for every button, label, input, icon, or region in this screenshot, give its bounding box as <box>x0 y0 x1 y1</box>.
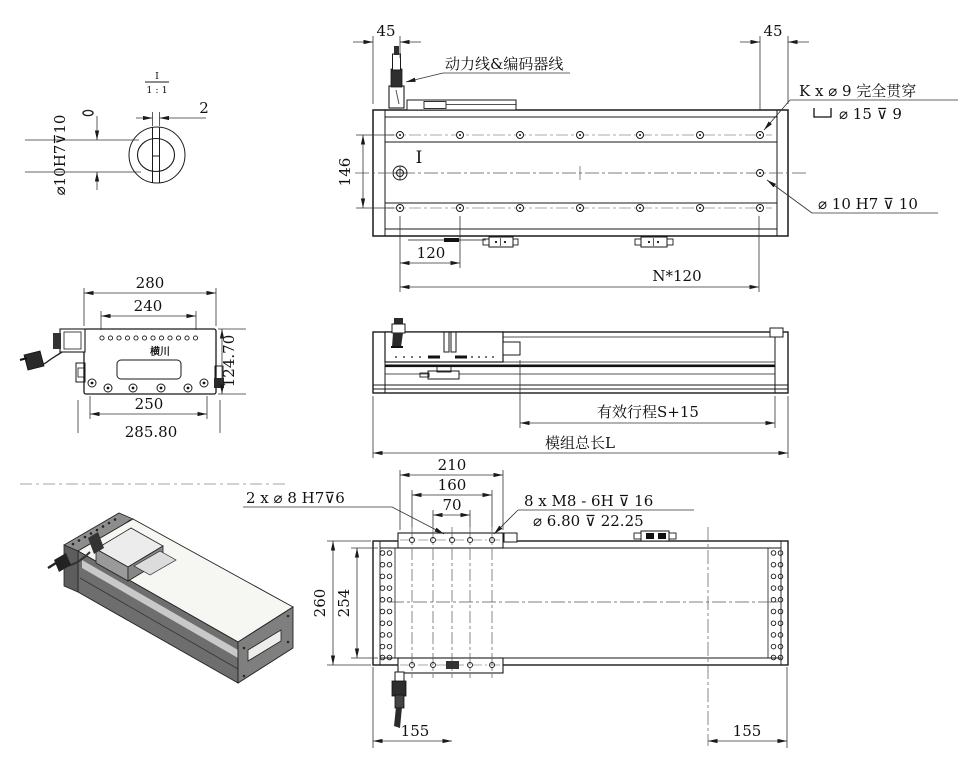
dim-250-text: 250 <box>134 395 164 413</box>
bottom-connector <box>392 672 406 728</box>
bottom-view <box>243 456 788 748</box>
cable-callout <box>406 55 570 82</box>
dim-45-left <box>353 22 421 104</box>
detail-hole-callout: ⌀10H7⊽10 <box>51 114 69 196</box>
detail-view-I <box>25 71 209 195</box>
side-view <box>373 318 788 458</box>
dim-70-text: 70 <box>442 496 462 514</box>
dim-45-right-text: 45 <box>763 22 783 40</box>
dim-n120-text: N*120 <box>652 267 702 285</box>
detail-dim-2 <box>136 99 209 126</box>
dim-120-text: 120 <box>416 244 446 262</box>
m8-callout <box>494 492 694 534</box>
brand-logo: 横川 <box>150 347 170 358</box>
k-hole-callout-line1: K x ⌀ 9 完全贯穿 <box>799 82 917 100</box>
dim-155-left <box>373 667 452 748</box>
dim-285-80-text: 285.80 <box>124 423 178 441</box>
dowel-callout <box>767 180 938 213</box>
dowel-callout-text: ⌀ 10 H7 ⊽ 10 <box>818 195 918 213</box>
k-hole-callout-line2: ⌀ 15 ⊽ 9 <box>839 105 902 123</box>
end-view-connector <box>20 329 85 370</box>
dim-280-text: 280 <box>135 274 165 292</box>
dim-124-70 <box>218 329 246 394</box>
detail-marker-I: I <box>415 148 423 168</box>
dim-124-70-text: 124.70 <box>220 334 238 388</box>
dim-total-length-text: 模组总长L <box>545 434 615 452</box>
dim-n120 <box>400 216 759 292</box>
detail-ref-label: I <box>155 71 159 82</box>
dim-155-left-text: 155 <box>400 722 430 740</box>
detail-depth-callout <box>25 110 141 195</box>
dim-240-text: 240 <box>133 297 163 315</box>
dim-160-text: 160 <box>437 476 467 494</box>
sensor-bracket-right <box>635 237 673 247</box>
dim-45-left-text: 45 <box>376 22 396 40</box>
detail-dim-2-text: 2 <box>199 99 209 117</box>
end-view <box>20 274 246 441</box>
m8-callout-line2: ⌀ 6.80 ⊽ 22.25 <box>533 512 644 530</box>
dim-240 <box>101 297 196 330</box>
dim-146-text: 146 <box>336 157 354 187</box>
isometric-view <box>20 484 293 683</box>
dowel-hole-left <box>393 166 407 180</box>
dim-250 <box>90 395 207 419</box>
dim-120 <box>400 216 460 292</box>
dim-155-right <box>708 667 787 748</box>
dim-260-text: 260 <box>311 588 329 618</box>
dim-254-text: 254 <box>335 588 353 618</box>
carriage-top-edge <box>407 100 516 110</box>
m8-callout-line1: 8 x M8 - 6H ⊽ 16 <box>524 492 654 510</box>
dim-155-right-text: 155 <box>732 722 762 740</box>
top-view <box>336 22 958 292</box>
dim-210-text: 210 <box>437 456 467 474</box>
detail-scale-label: 1 : 1 <box>146 85 168 96</box>
dim-stroke-text: 有效行程S+15 <box>597 403 699 421</box>
plate-dowel-callout <box>243 489 444 534</box>
plate-dowel-callout-text: 2 x ⌀ 8 H7⊽6 <box>246 489 345 507</box>
cable-connector <box>389 46 404 108</box>
bottom-sensor-bracket <box>634 531 676 541</box>
leader-dot <box>83 110 93 115</box>
dim-254 <box>335 548 378 658</box>
k-hole-callout <box>764 82 958 130</box>
counterbore-icon <box>814 108 831 117</box>
dim-70 <box>433 496 470 527</box>
cable-callout-text: 动力线&编码器线 <box>445 55 564 73</box>
dim-total-length <box>373 396 788 458</box>
